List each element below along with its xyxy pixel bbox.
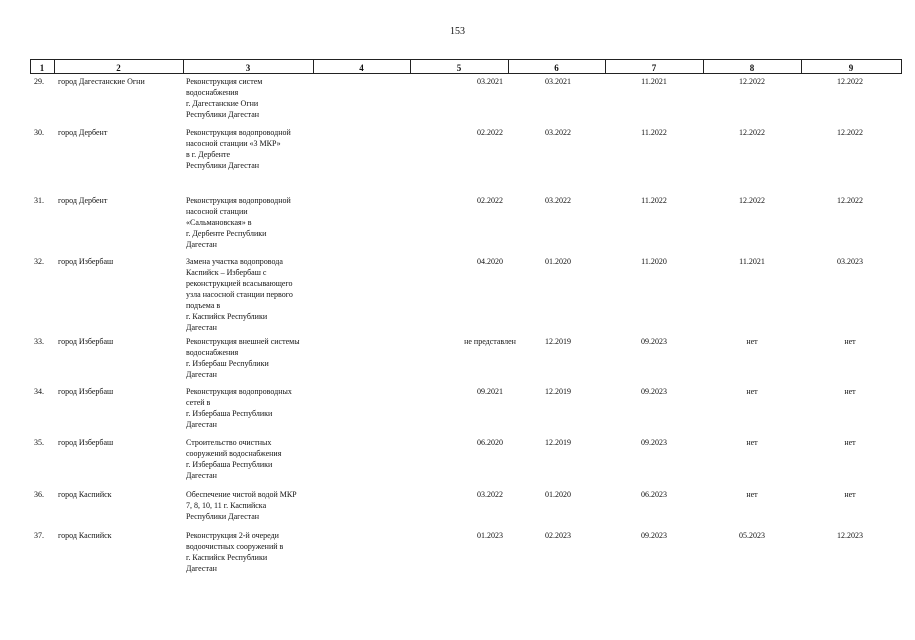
row-col5: 03.2021: [477, 77, 503, 86]
header-cell-9: 9: [848, 63, 854, 73]
header-cell-6: 6: [554, 63, 559, 73]
row-city: город Избербаш: [58, 387, 114, 396]
row-col8: 11.2021: [739, 257, 765, 266]
row-col7: 09.2023: [641, 438, 667, 447]
row-col6: 01.2020: [545, 257, 571, 266]
row-col5: не представлен: [464, 337, 516, 346]
row-col8: 12.2022: [739, 77, 765, 86]
row-col8: нет: [746, 387, 758, 396]
row-number: 29.: [34, 77, 44, 86]
row-number: 35.: [34, 438, 44, 447]
row-col9: 12.2023: [837, 531, 863, 540]
row-col6: 03.2022: [545, 128, 571, 137]
row-col8: 05.2023: [739, 531, 765, 540]
row-description: Обеспечение чистой водой МКР 7, 8, 10, 11 г. Каспийска Республики Дагестан: [186, 490, 297, 521]
row-city: город Избербаш: [58, 438, 114, 447]
header-cell-7: 7: [651, 63, 657, 73]
page-number: 153: [450, 26, 465, 37]
row-description: Реконструкция водопроводных сетей в г. Избербаша Республики Дагестан: [186, 387, 292, 429]
row-description: Строительство очистных сооружений водоснабжения г. Избербаша Республики Дагестан: [186, 438, 282, 480]
row-city: город Дербент: [58, 128, 108, 137]
header-cell-3: 3: [245, 63, 251, 73]
row-col8: нет: [746, 337, 758, 346]
row-city: город Каспийск: [58, 531, 112, 540]
row-col9: 03.2023: [837, 257, 863, 266]
row-col9: 12.2022: [837, 77, 863, 86]
row-col6: 01.2020: [545, 490, 571, 499]
row-city: город Дагестанские Огни: [58, 77, 145, 86]
row-col9: нет: [844, 490, 856, 499]
row-city: город Каспийск: [58, 490, 112, 499]
row-col7: 06.2023: [641, 490, 667, 499]
header-cell-5: 5: [456, 63, 462, 73]
header-cell-1: 1: [39, 63, 45, 73]
row-col7: 09.2023: [641, 387, 667, 396]
row-number: 36.: [34, 490, 44, 499]
row-col6: 12.2019: [545, 438, 571, 447]
row-city: город Дербент: [58, 196, 108, 205]
header-cell-2: 2: [116, 63, 121, 73]
row-col6: 03.2022: [545, 196, 571, 205]
row-col5: 03.2022: [477, 490, 503, 499]
header-divider: [901, 60, 902, 74]
row-description: Реконструкция водопроводной насосной станции «Сальмановская» в г. Дербенте Республики Дагестан: [186, 196, 291, 249]
row-description: Замена участка водопровода Каспийск – Избербаш с реконструкцией всасывающего узла насосной станции первого подъема в г. Каспийск Республики Дагестан: [186, 257, 293, 332]
row-description: Реконструкция водопроводной насосной станции «3 МКР» в г. Дербенте Республики Дагестан: [186, 128, 291, 170]
row-col8: нет: [746, 490, 758, 499]
header-cell-8: 8: [749, 63, 755, 73]
row-col8: 12.2022: [739, 128, 765, 137]
row-city: город Избербаш: [58, 257, 114, 266]
header-top-border: [30, 59, 902, 60]
row-col9: нет: [844, 438, 856, 447]
header-cell-4: 4: [359, 63, 364, 73]
row-description: Реконструкция систем водоснабжения г. Дагестанские Огни Республики Дагестан: [186, 77, 263, 119]
row-col7: 11.2021: [641, 77, 667, 86]
row-col6: 12.2019: [545, 337, 571, 346]
row-col5: 09.2021: [477, 387, 503, 396]
row-number: 34.: [34, 387, 44, 396]
row-description: Реконструкция 2-й очереди водоочистных сооружений в г. Каспийск Республики Дагестан: [186, 531, 284, 573]
row-col7: 09.2023: [641, 337, 667, 346]
row-col8: нет: [746, 438, 758, 447]
row-col6: 03.2021: [545, 77, 571, 86]
row-col5: 02.2022: [477, 196, 503, 205]
header-bottom-border: [30, 73, 902, 74]
row-col8: 12.2022: [739, 196, 765, 205]
row-col6: 12.2019: [545, 387, 571, 396]
row-col9: 12.2022: [837, 128, 863, 137]
row-col9: 12.2022: [837, 196, 863, 205]
row-col7: 11.2022: [641, 128, 667, 137]
row-number: 30.: [34, 128, 44, 137]
row-number: 33.: [34, 337, 44, 346]
row-col7: 09.2023: [641, 531, 667, 540]
row-number: 32.: [34, 257, 44, 266]
row-number: 37.: [34, 531, 44, 540]
row-col5: 02.2022: [477, 128, 503, 137]
row-col5: 04.2020: [477, 257, 503, 266]
row-description: Реконструкция внешней системы водоснабжения г. Избербаш Республики Дагестан: [186, 337, 300, 379]
row-col6: 02.2023: [545, 531, 571, 540]
row-number: 31.: [34, 196, 44, 205]
row-col9: нет: [844, 337, 856, 346]
row-col7: 11.2022: [641, 196, 667, 205]
row-col9: нет: [844, 387, 856, 396]
row-col7: 11.2020: [641, 257, 667, 266]
row-col5: 01.2023: [477, 531, 503, 540]
row-city: город Избербаш: [58, 337, 114, 346]
row-col5: 06.2020: [477, 438, 503, 447]
